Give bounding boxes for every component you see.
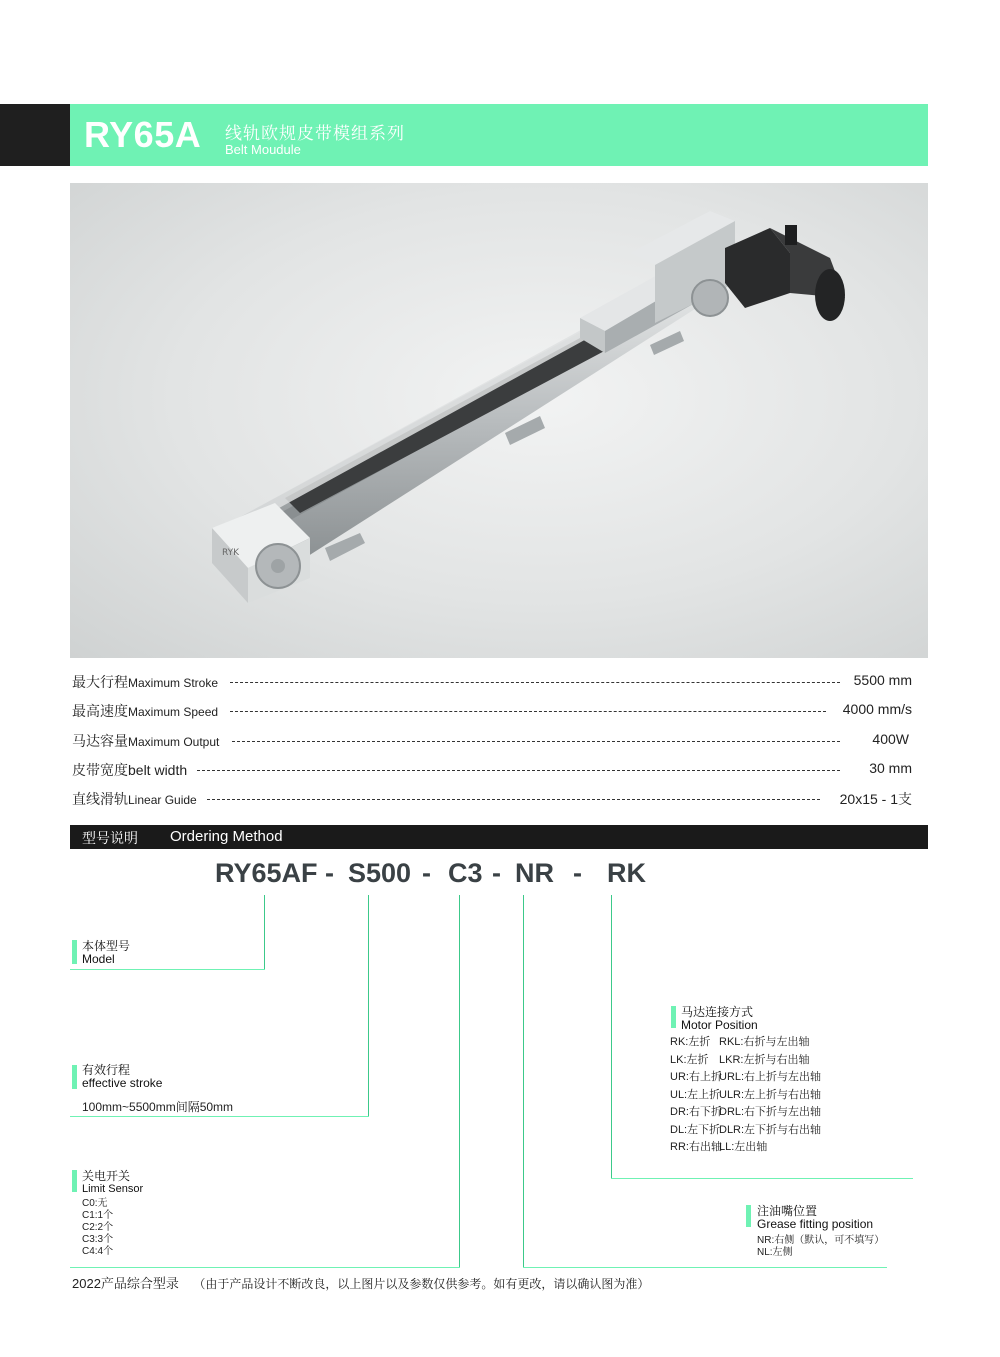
code-separator: - [325,858,334,888]
footer-note: （由于产品设计不断改良，以上图片以及参数仅供参考。如有更改，请以确认图为准） [193,1277,650,1291]
spec-label-en: Linear Guide [128,793,197,807]
motor-option: URL:右上折与左出轴 [719,1071,822,1083]
connector-stroke [368,895,369,1116]
motor-option: RK:左折 [670,1036,711,1048]
motor-option: RR:右出轴 [670,1141,722,1153]
footer-catalog: 2022产品综合型录 [72,1276,179,1291]
motor-option: UR:右上折 [670,1071,722,1083]
stroke-block-cn: 有效行程 [82,1063,131,1077]
accent-marker [72,1170,77,1192]
spec-label-en: belt width [128,762,188,778]
accent-marker [746,1205,751,1227]
underline-sensor [70,1267,460,1268]
spec-leader [230,711,826,712]
sensor-option: C2:2个 [82,1222,114,1233]
grease-block-en: Grease fitting position [757,1217,874,1231]
spec-label-en: Maximum Output [128,735,220,749]
motor-block-cn: 马达连接方式 [681,1005,754,1019]
grease-option: NL:左侧 [757,1247,793,1258]
spec-label-cn: 直线滑轨 [72,791,128,807]
accent-marker [671,1006,676,1028]
belt-module-illustration [70,183,928,658]
spec-value: 30 mm [869,760,912,776]
underline-motor [611,1178,913,1179]
code-model: RY65AF [215,858,318,888]
motor-option: DL:左下折 [670,1123,721,1136]
motor-option: DRL:右下折与左出轴 [719,1106,822,1118]
spec-label-en: Maximum Speed [128,705,219,719]
model-title: RY65A [84,114,202,155]
spec-value: 20x15 - 1支 [839,791,912,807]
grease-block-cn: 注油嘴位置 [757,1204,818,1218]
sensor-block-cn: 关电开关 [82,1169,131,1183]
spec-label-cn: 马达容量 [72,733,128,749]
motor-block [681,1006,758,1032]
model-block-en: Model [82,952,115,966]
series-title-cn: 线轨欧规皮带模组系列 [225,124,405,143]
motor-block-en: Motor Position [681,1018,758,1032]
sensor-option: C4:4个 [82,1246,114,1257]
series-title-en: Belt Moudule [225,142,301,157]
spec-value: 5500 mm [853,672,912,688]
motor-option: DR:右下折 [670,1106,722,1118]
sensor-option: C3:3个 [82,1234,114,1245]
underline-grease [523,1267,887,1268]
motor-options-right [719,1034,821,1157]
spec-leader [197,770,840,771]
underline-stroke [70,1116,369,1117]
underline-model [70,969,265,970]
connector-motor [611,895,612,1178]
code-separator: - [492,858,501,888]
motor-options-left [670,1034,722,1157]
spec-leader [232,741,840,742]
header-dark-block [0,104,70,166]
code-stroke: S500 [348,858,412,888]
footer [72,1273,649,1292]
spec-row-output [72,731,912,753]
accent-marker [72,1065,77,1089]
ordering-label-cn: 型号说明 [82,830,138,846]
spec-label-cn: 皮带宽度 [72,762,128,778]
ordering-label-en: Ordering Method [170,828,283,845]
model-block-cn: 本体型号 [82,939,131,953]
product-logo: RYK [222,548,240,558]
model-block [82,940,130,966]
spec-row-speed [72,701,912,723]
motor-option: LKR:左折与右出轴 [719,1053,810,1066]
code-grease: NR [515,858,554,888]
grease-option: NR:右侧（默认，可不填写） [757,1235,885,1246]
spec-label-cn: 最大行程 [72,674,128,690]
grease-options [757,1235,884,1259]
code-separator: - [573,858,582,888]
code-motor: RK [607,858,646,888]
connector-grease [523,895,524,1267]
motor-option: UL:左上折 [670,1088,721,1101]
sensor-option: C0:无 [82,1198,108,1209]
connector-model [264,895,265,969]
spec-label-cn: 最高速度 [72,703,128,719]
motor-option: LK:左折 [670,1053,709,1066]
connector-sensor [459,895,460,1267]
sensor-option: C1:1个 [82,1210,114,1221]
sensor-options [82,1198,113,1258]
spec-leader [230,682,840,683]
spec-row-guide [72,789,912,811]
code-sensor: C3 [448,858,483,888]
stroke-range: 100mm~5500mm间隔50mm [82,1100,234,1114]
stroke-block-en: effective stroke [82,1076,163,1090]
motor-option: DLR:左下折与右出轴 [719,1123,822,1136]
spec-row-stroke [72,672,912,694]
motor-option: RKL:右折与左出轴 [719,1036,810,1048]
grease-block [757,1205,873,1231]
spec-value: 400W [872,731,909,747]
sensor-block-en: Limit Sensor [82,1183,144,1195]
motor-option: ULR:左上折与右出轴 [719,1088,822,1101]
product-image [70,183,928,658]
sensor-block [82,1170,143,1196]
spec-label-en: Maximum Stroke [128,676,219,690]
accent-marker [72,940,77,964]
motor-option: LL:左出轴 [719,1141,768,1153]
spec-leader [207,799,820,800]
spec-value: 4000 mm/s [842,701,912,717]
spec-row-belt-width [72,760,912,782]
stroke-block [82,1064,162,1090]
code-separator: - [422,858,431,888]
